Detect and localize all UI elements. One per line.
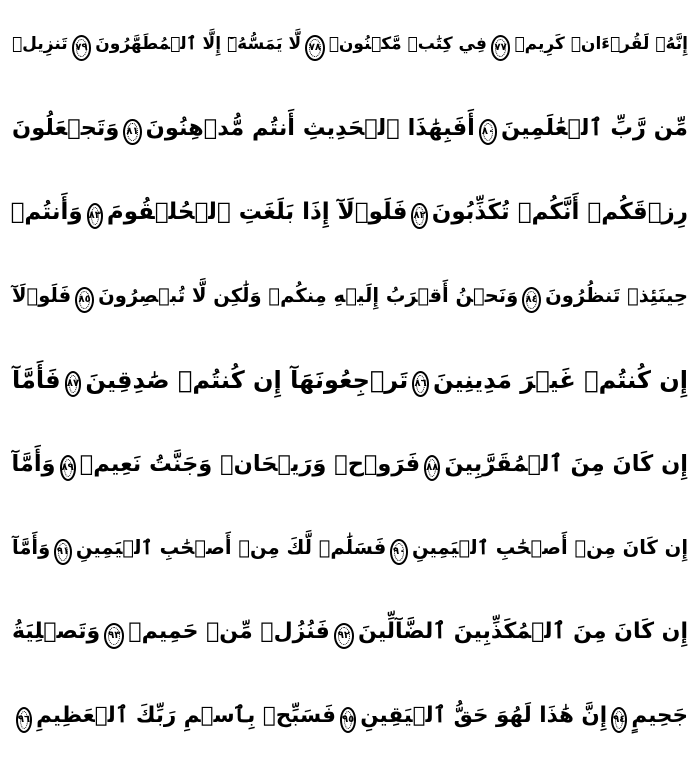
ayah-number-marker: ٩١ bbox=[54, 539, 72, 565]
text-line bbox=[12, 254, 688, 338]
ayah-number-marker: ٨٠ bbox=[479, 119, 497, 145]
ayah-number-marker: ٨٧ bbox=[65, 371, 82, 397]
verse-text: تَرۡجِعُونَهَآ إِن كُنتُمۡ صَٰدِقِينَ bbox=[85, 366, 409, 394]
ayah-number-marker: ٧٨ bbox=[305, 35, 325, 61]
ayah-number-marker: ٨٦ bbox=[412, 371, 429, 397]
ayah-number-marker: ٨١ bbox=[123, 119, 141, 145]
verse-text: تَنزِيلٞ bbox=[11, 34, 68, 54]
text-line bbox=[12, 590, 688, 674]
verse-text: إِن كَانَ مِنَ ٱلۡمُكَذِّبِينَ ٱلضَّآلِّينَ bbox=[358, 619, 688, 644]
ayah-number-marker: ٩٥ bbox=[340, 707, 356, 733]
text-line bbox=[12, 170, 688, 254]
verse-text: جَحِيمٍ bbox=[631, 703, 688, 728]
ayah-number-marker: ٨٣ bbox=[87, 203, 103, 229]
verse-text: وَتَصۡلِيَةُ bbox=[12, 619, 101, 644]
verse-text: أَفَبِهَٰذَا ٱلۡحَدِيثِ أَنتُم مُّدۡهِنُونَ bbox=[145, 115, 475, 141]
verse-text: فَسَلَٰمٞ لَّكَ مِنۡ أَصۡحَٰبِ ٱلۡيَمِينِ bbox=[75, 536, 387, 559]
verse-text: لَّا يَمَسُّهُۥٓ إِلَّا ٱلۡمُطَهَّرُونَ bbox=[95, 34, 302, 54]
ayah-number-marker: ٧٧ bbox=[491, 35, 511, 61]
verse-text: فَنُزُلٞ مِّنۡ حَمِيمٖ bbox=[128, 619, 330, 644]
verse-text: إِن كَانَ مِنۡ أَصۡحَٰبِ ٱلۡيَمِينِ bbox=[411, 536, 688, 559]
verse-text: إِن كَانَ مِنَ ٱلۡمُقَرَّبِينَ bbox=[444, 451, 688, 477]
ayah-number-marker: ٧٩ bbox=[72, 35, 92, 61]
ayah-number-marker: ٨٢ bbox=[411, 203, 427, 229]
ayah-number-marker: ٨٤ bbox=[522, 287, 541, 313]
ayah-number-marker: ٩٣ bbox=[104, 623, 124, 649]
verse-text: مِّن رَّبِّ ٱلۡعَٰلَمِينَ bbox=[501, 115, 688, 141]
text-line bbox=[12, 674, 688, 758]
text-line bbox=[12, 86, 688, 170]
verse-text: وَأَنتُمۡ bbox=[10, 199, 83, 225]
verse-text: وَأَمَّآ bbox=[12, 536, 51, 559]
verse-text: فَأَمَّآ bbox=[12, 366, 61, 394]
verse-text: إِن كُنتُمۡ غَيۡرَ مَدِينِينَ bbox=[433, 366, 688, 394]
verse-text: فَسَبِّحۡ بِٱسۡمِ رَبِّكَ ٱلۡعَظِيمِ bbox=[36, 703, 336, 728]
verse-text: إِنَّ هَٰذَا لَهُوَ حَقُّ ٱلۡيَقِينِ bbox=[360, 703, 608, 728]
verse-text: رِزۡقَكُمۡ أَنَّكُمۡ تُكَذِّبُونَ bbox=[431, 199, 688, 225]
ayah-number-marker: ٨٨ bbox=[424, 455, 440, 481]
verse-text: حِينَئِذٖ تَنظُرُونَ bbox=[545, 284, 688, 307]
verse-text: فِي كِتَٰبٖ مَّكۡنُونٖ bbox=[328, 34, 487, 54]
ayah-number-marker: ٩٦ bbox=[16, 707, 32, 733]
text-line bbox=[12, 2, 688, 86]
ayah-number-marker: ٩٢ bbox=[334, 623, 354, 649]
verse-text: وَأَمَّآ bbox=[11, 451, 56, 477]
text-line bbox=[12, 506, 688, 590]
verse-text: إِنَّهُۥ لَقُرۡءَانٞ كَرِيمٞ bbox=[514, 34, 688, 54]
verse-text: فَرَوۡحٞ وَرَيۡحَانٞ وَجَنَّتُ نَعِيمٖ bbox=[79, 451, 421, 477]
verse-text: وَنَحۡنُ أَقۡرَبُ إِلَيۡهِ مِنكُمۡ وَلَٰكِن لَّا تُبۡصِرُونَ bbox=[98, 284, 519, 307]
verse-text: فَلَوۡلَآ إِذَا بَلَغَتِ ٱلۡحُلۡقُومَ bbox=[106, 199, 408, 225]
ayah-number-marker: ٩٠ bbox=[390, 539, 408, 565]
text-line bbox=[12, 338, 688, 422]
ayah-number-marker: ٨٥ bbox=[75, 287, 94, 313]
ayah-number-marker: ٨٩ bbox=[60, 455, 76, 481]
ayah-number-marker: ٩٤ bbox=[611, 707, 627, 733]
verse-text: فَلَوۡلَآ bbox=[12, 284, 72, 307]
verse-text: وَتَجۡعَلُونَ bbox=[12, 115, 120, 141]
text-line bbox=[12, 422, 688, 506]
